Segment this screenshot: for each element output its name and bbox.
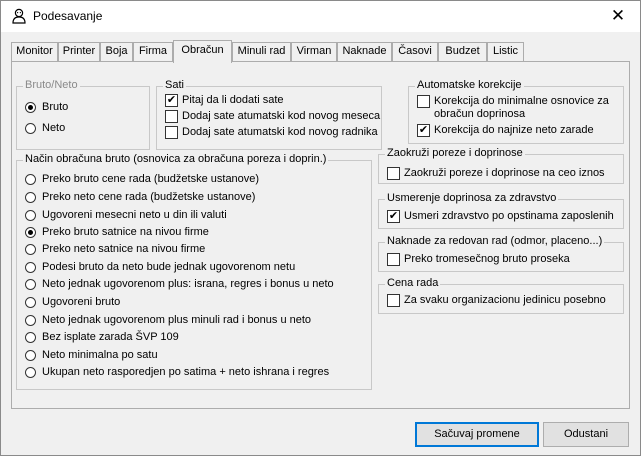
checkbox-korekcija-minimalne-box[interactable]	[417, 95, 430, 108]
radio-indicator[interactable]	[25, 174, 36, 185]
obracun-tab-panel	[11, 61, 630, 409]
checkbox-tromesecni-prosek-label: Preko tromesečnog bruto proseka	[404, 253, 570, 265]
checkbox-sate-novi-mesec-label: Dodaj sate atumatski kod novog meseca	[182, 110, 381, 122]
app-user-icon	[11, 8, 27, 24]
radio-indicator[interactable]	[25, 332, 36, 343]
zaokruzi-label: Zaokruži poreze i doprinose	[387, 147, 523, 159]
radio-neto-indicator[interactable]	[25, 123, 36, 134]
tab-monitor[interactable]: Monitor	[11, 42, 58, 61]
radio-neto-label: Neto	[42, 122, 66, 134]
checkbox-usmeri-zdravstvo-box[interactable]: ✔	[388, 210, 399, 222]
checkbox-korekcija-neto-label: Korekcija do najnize neto zarade	[434, 124, 594, 136]
sati-label: Sati	[165, 79, 184, 91]
radio-indicator[interactable]	[25, 192, 36, 203]
checkbox-zaokruzi-label: Zaokruži poreze i doprinose na ceo iznos	[404, 167, 605, 179]
checkbox-pitaj-sate-label: Pitaj da li dodati sate	[182, 94, 284, 106]
radio-indicator[interactable]	[25, 297, 36, 308]
tab-firma[interactable]: Firma	[133, 42, 173, 61]
window-title: Podesavanje	[33, 9, 103, 23]
radio-option-label: Preko neto cene rada (budžetske ustanove)	[42, 191, 256, 203]
checkbox-sate-novi-mesec-box[interactable]	[165, 110, 178, 123]
radio-option-label: Ugovoreni bruto	[42, 296, 121, 308]
radio-indicator[interactable]	[25, 315, 36, 326]
checkbox-org-jedinica-box[interactable]	[387, 294, 400, 307]
checkbox-pitaj-sate-box[interactable]: ✔	[166, 94, 177, 106]
naknade-group	[378, 235, 624, 272]
korekcija-minimalne-line2: obračun doprinosa	[434, 108, 526, 120]
radio-indicator[interactable]	[25, 210, 36, 221]
title-bar	[1, 1, 640, 32]
tab-virman[interactable]: Virman	[291, 42, 337, 61]
checkbox-sate-novi-radnik-label: Dodaj sate atumatski kod novog radnika	[182, 126, 378, 138]
radio-indicator[interactable]	[25, 244, 36, 255]
radio-indicator[interactable]	[25, 279, 36, 290]
radio-option-label: Podesi bruto da neto bude jednak ugovorenom netu	[42, 261, 296, 273]
tab-obracun[interactable]: Obračun	[173, 40, 232, 63]
close-icon[interactable]: ✕	[610, 6, 626, 25]
tab-naknade[interactable]: Naknade	[337, 42, 392, 61]
radio-indicator[interactable]	[25, 367, 36, 378]
radio-option-label: Neto jednak ugovorenom plus: israna, regres i bonus u neto	[42, 278, 334, 290]
radio-bruto-indicator[interactable]	[25, 102, 36, 113]
auto-korekcije-label: Automatske korekcije	[417, 79, 522, 91]
radio-indicator[interactable]	[25, 262, 36, 273]
usmerenje-group	[378, 192, 624, 229]
bruto-neto-group	[16, 79, 150, 150]
zaokruzi-group	[378, 147, 624, 184]
nacin-obracuna-group	[16, 153, 372, 390]
checkbox-tromesecni-prosek-box[interactable]	[387, 253, 400, 266]
radio-option-label: Ugovoreni mesecni neto u din ili valuti	[42, 209, 227, 221]
radio-option-label: Neto minimalna po satu	[42, 349, 158, 361]
radio-bruto-label: Bruto	[42, 101, 69, 113]
tab-boja[interactable]: Boja	[100, 42, 133, 61]
tab-printer[interactable]: Printer	[58, 42, 100, 61]
checkbox-korekcija-minimalne-label	[434, 95, 609, 121]
sati-group	[156, 79, 382, 150]
checkbox-usmeri-zdravstvo-label: Usmeri zdravstvo po opstinama zaposlenih	[404, 210, 614, 222]
tab-casovi[interactable]: Časovi	[392, 42, 438, 61]
cena-rada-label: Cena rada	[387, 277, 439, 289]
radio-option-label: Ukupan neto rasporedjen po satima + neto ishrana i regres	[42, 366, 330, 378]
tab-minuli-rad[interactable]: Minuli rad	[232, 42, 291, 61]
radio-option-label: Preko bruto satnice na nivou firme	[42, 226, 209, 238]
checkbox-zaokruzi-box[interactable]	[387, 167, 400, 180]
nacin-obracuna-label: Način obračuna bruto (osnovica za obračuna poreza i doprin.)	[25, 153, 327, 165]
save-button[interactable]: Sačuvaj promene	[415, 422, 539, 447]
tab-budzet[interactable]: Budzet	[438, 42, 487, 61]
radio-indicator[interactable]	[25, 227, 36, 238]
usmerenje-label: Usmerenje doprinosa za zdravstvo	[387, 192, 557, 204]
radio-option-label: Neto jednak ugovorenom plus minuli rad i bonus u neto	[42, 314, 312, 326]
cena-rada-group	[378, 277, 624, 314]
checkbox-korekcija-neto-box[interactable]: ✔	[418, 124, 429, 136]
bruto-neto-label: Bruto/Neto	[25, 79, 78, 91]
checkbox-org-jedinica-label: Za svaku organizacionu jedinicu posebno	[404, 294, 606, 306]
auto-korekcije-group	[408, 79, 624, 144]
radio-option-label: Bez isplate zarada ŠVP 109	[42, 331, 179, 343]
radio-option-label: Preko bruto cene rada (budžetske ustanove)	[42, 173, 260, 185]
cancel-button[interactable]: Odustani	[543, 422, 629, 447]
naknade-label: Naknade za redovan rad (odmor, placeno...)	[387, 235, 603, 247]
tab-listic[interactable]: Listic	[487, 42, 524, 61]
korekcija-minimalne-line1: Korekcija do minimalne osnovice za	[434, 95, 609, 107]
radio-indicator[interactable]	[25, 350, 36, 361]
checkbox-sate-novi-radnik-box[interactable]	[165, 126, 178, 139]
radio-option-label: Preko neto satnice na nivou firme	[42, 243, 206, 255]
